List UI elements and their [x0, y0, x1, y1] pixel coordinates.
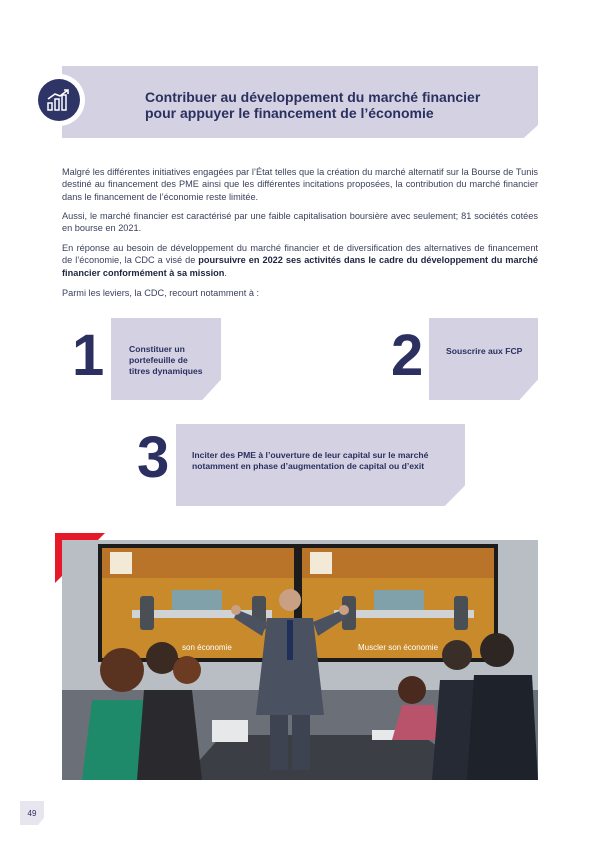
lever-3-line-2: notamment en phase d’augmentation de capital ou d’exit	[192, 461, 425, 471]
lever-1-number: 1	[72, 323, 105, 388]
page-number: 49	[27, 809, 37, 818]
title-line-2: pour appuyer le financement de l’économie	[145, 105, 434, 121]
left-screen-caption: son économie	[182, 643, 232, 652]
title-line-1: Contribuer au développement du marché financier	[145, 89, 481, 105]
right-screen-caption: Muscler son économie	[358, 643, 439, 652]
paragraph-1: Malgré les différentes initiatives engagées par l’État telles que la création du marché alternatif sur la Bourse de Tunis destiné au financement des PME ainsi que les différentes incitations proposées, la contribution du marché financier dans le financement de l’économie reste limitée.	[62, 167, 538, 202]
paragraph-3-bold: poursuivre en 2022 ses activités dans le cadre du développement du marché financier conformément à sa mission	[62, 255, 538, 278]
paragraph-4: Parmi les leviers, la CDC, recourt notamment à :	[62, 288, 260, 298]
lever-1-line-2: portefeuille de	[129, 355, 188, 365]
page-title	[145, 89, 525, 121]
lever-2-box	[429, 318, 538, 400]
lever-2-label: Souscrire aux FCP	[446, 346, 523, 356]
lever-1-line-1: Constituer un	[129, 344, 185, 354]
meeting-photo-illustration	[62, 540, 538, 780]
lever-3-label	[192, 450, 460, 472]
paragraph-2: Aussi, le marché financier est caractérisé par une faible capitalisation boursière avec seulement; 81 sociétés cotées en bourse en 2021.	[62, 211, 538, 234]
meeting-photo	[62, 540, 538, 780]
paragraph-3	[62, 242, 538, 279]
rising-chart-icon	[38, 79, 80, 121]
lever-3-number: 3	[137, 425, 170, 490]
lever-3-line-1: Inciter des PME à l’ouverture de leur capital sur le marché	[192, 450, 429, 460]
paragraph-3-start: En réponse au besoin de développement du marché financier et de diversification des alternatives de financement de l’économie, la CDC a visé de	[62, 243, 538, 266]
lever-1-label	[129, 344, 215, 377]
lever-1-line-3: titres dynamiques	[129, 366, 203, 376]
paragraph-3-end: .	[224, 267, 227, 278]
lever-2-number: 2	[391, 323, 424, 388]
